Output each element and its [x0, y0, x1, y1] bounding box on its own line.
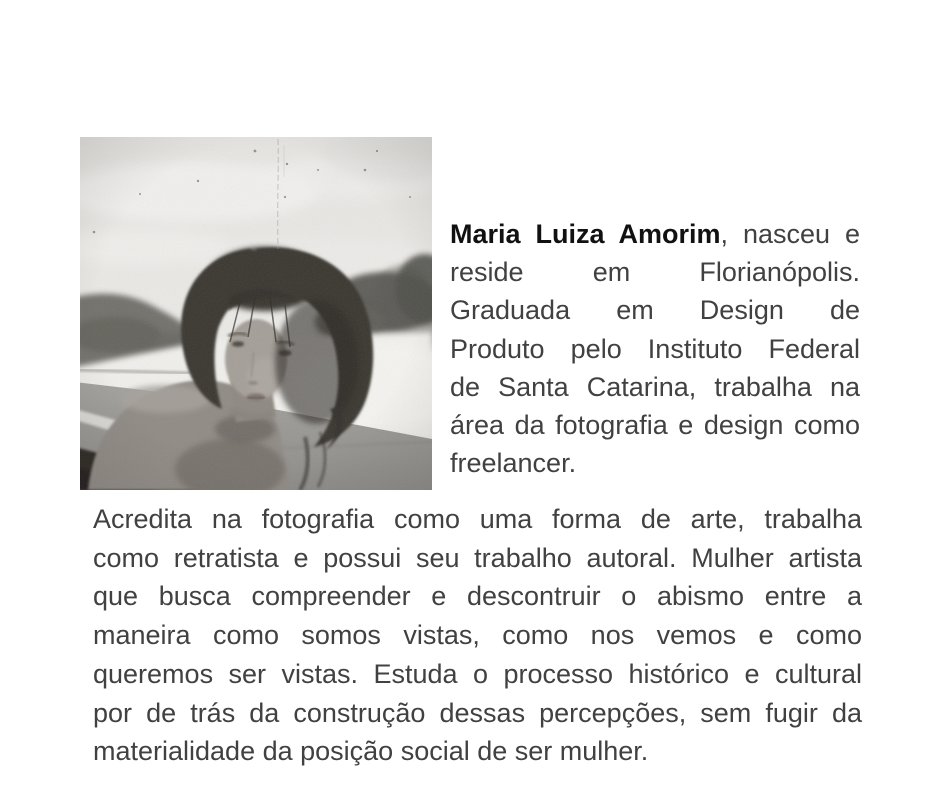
text-line: freelancer.: [450, 448, 577, 479]
text-line: maneira como somos vistas, como nos vemos e como: [93, 620, 862, 651]
text-line: Acredita na fotografia como uma forma de arte, trabalha: [93, 504, 862, 534]
portrait-photo: [80, 137, 432, 490]
person-name: Maria Luiza Amorim: [450, 219, 721, 249]
text-line: reside em Florianópolis.: [450, 257, 860, 288]
intro-paragraph: [450, 215, 860, 482]
text-line: área da fotografia e design como: [450, 410, 860, 441]
intro-line-first: [450, 215, 860, 253]
portrait-photo-image: [80, 137, 432, 490]
text-line: materialidade da posição social de ser mulher.: [93, 736, 649, 767]
intro-lines: [450, 253, 860, 482]
text-line: de Santa Catarina, trabalha na: [450, 371, 860, 402]
bio-paragraph: [93, 500, 862, 771]
text-line: queremos ser vistas. Estuda o processo histórico e cultural: [93, 658, 862, 689]
text-line: que busca compreender e descontruir o abismo entre a: [93, 581, 862, 612]
intro-after-name: , nasceu e: [720, 219, 860, 249]
text-line: Graduada em Design de: [450, 295, 860, 326]
text-line: Produto pelo Instituto Federal: [450, 333, 860, 364]
text-line: como retratista e possui seu trabalho autoral. Mulher artista: [93, 542, 862, 573]
text-line: por de trás da construção dessas percepções, sem fugir da: [93, 697, 862, 728]
